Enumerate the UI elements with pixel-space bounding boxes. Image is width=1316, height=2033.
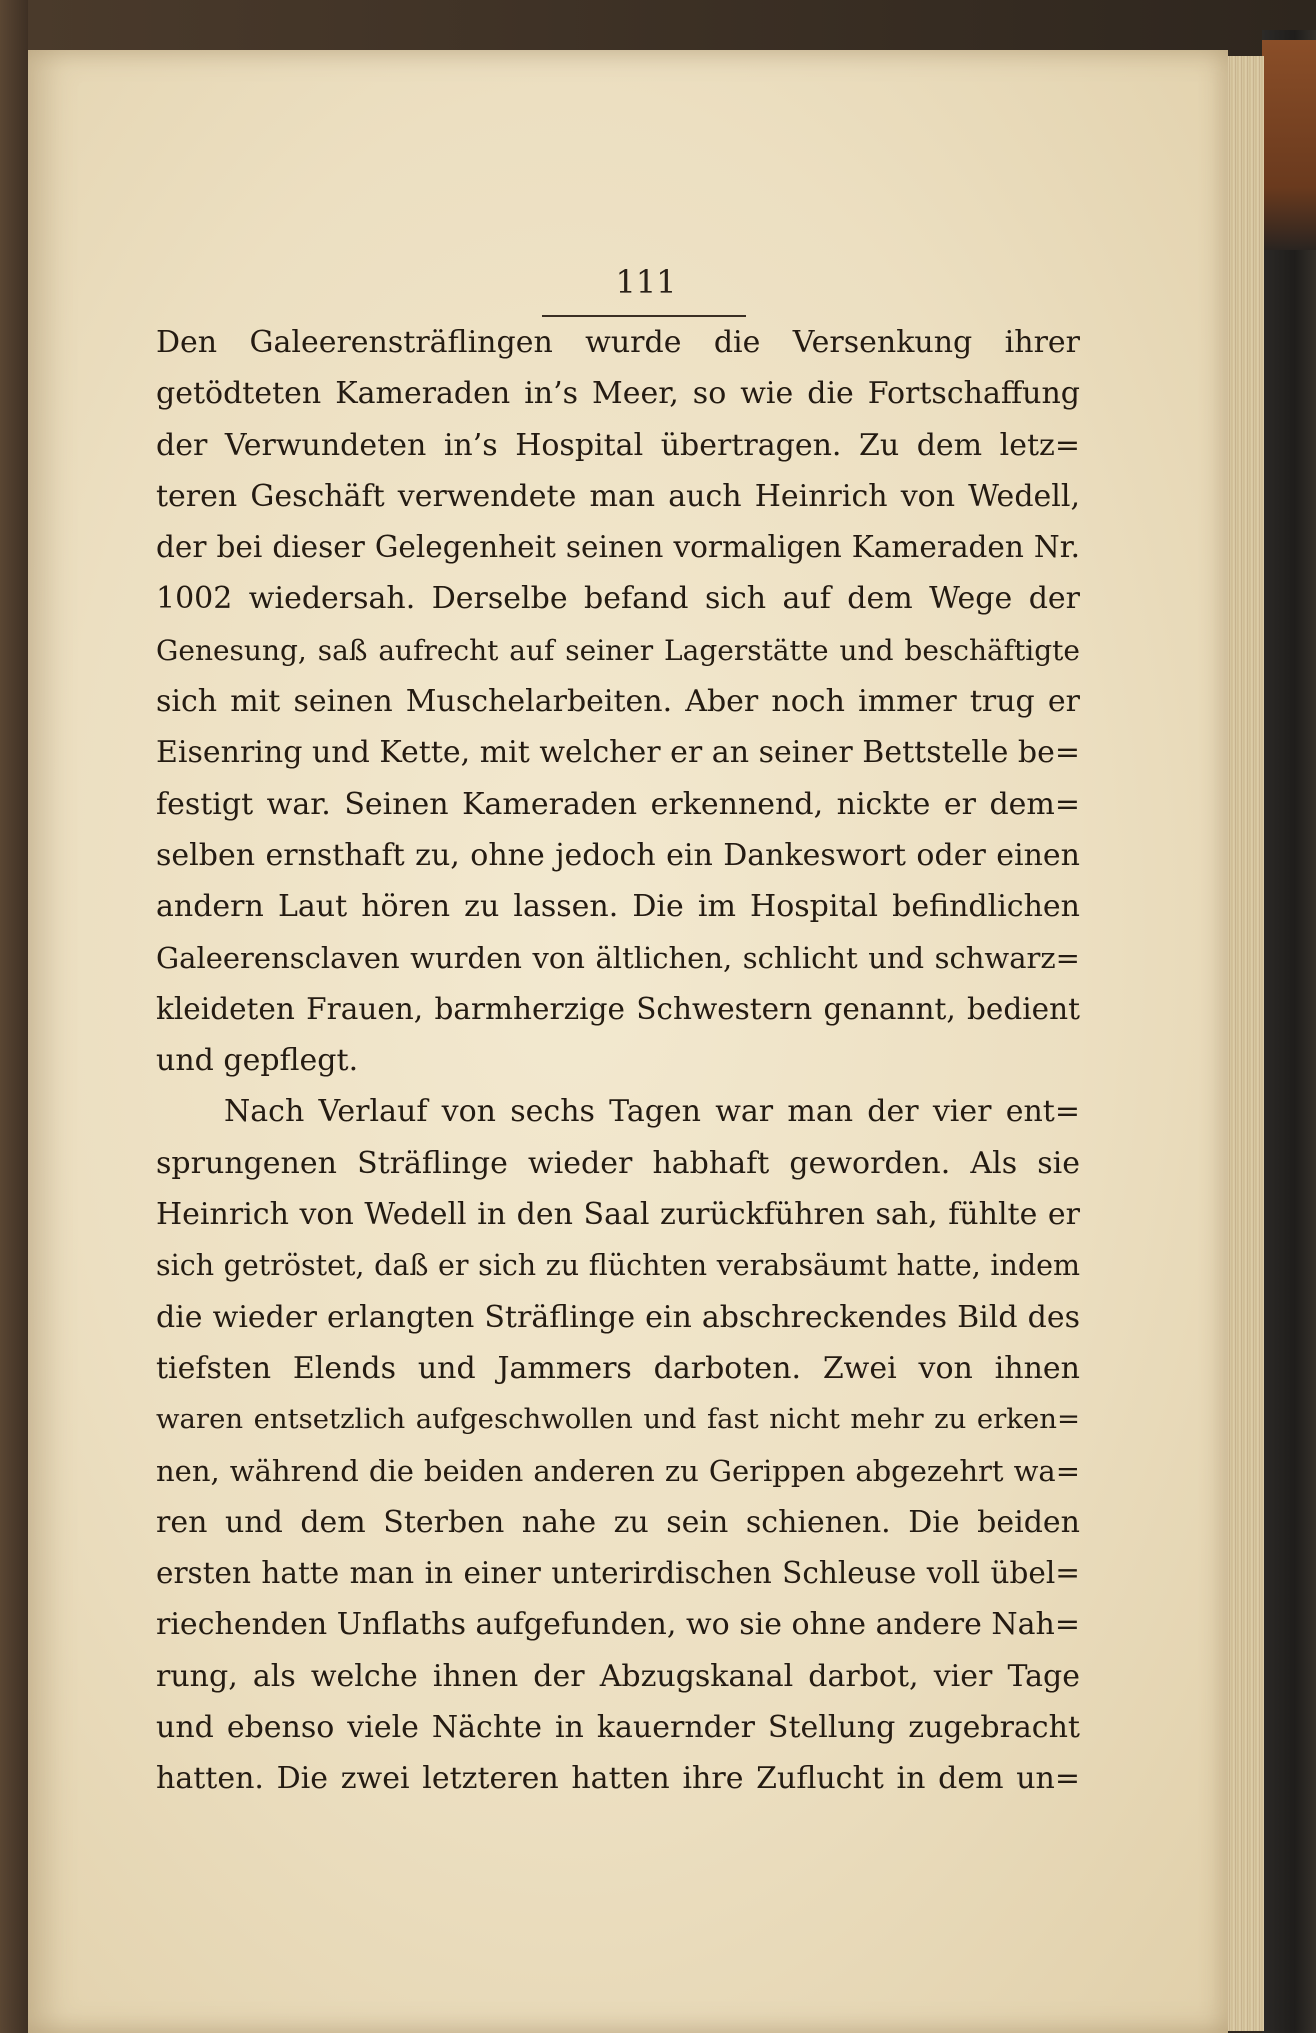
text-line: hatten. Die zwei letzteren hatten ihre Zuflucht in dem un=	[156, 1761, 1080, 1797]
text-line: riechenden Unflaths aufgefunden, wo sie ohne andere Nah=	[156, 1607, 1080, 1643]
text-line: getödteten Kameraden in’s Meer, so wie die Fortschaffung	[156, 376, 1080, 412]
text-line: Heinrich von Wedell in den Saal zurückführen sah, fühlte er	[156, 1197, 1080, 1233]
text-line: sich mit seinen Muschelarbeiten. Aber noch immer trug er	[156, 684, 1080, 720]
text-line: ersten hatte man in einer unterirdischen Schleuse voll übel=	[156, 1556, 1080, 1591]
text-line: die wieder erlangten Sträflinge ein abschreckendes Bild des	[156, 1299, 1080, 1335]
text-line: selben ernsthaft zu, ohne jedoch ein Dankeswort oder einen	[156, 837, 1080, 873]
text-line: waren entsetzlich aufgeschwollen und fast nicht mehr zu erken=	[156, 1403, 1080, 1436]
text-line: ren und dem Sterben nahe zu sein schienen. Die beiden	[156, 1504, 1080, 1540]
text-line: rung, als welche ihnen der Abzugskanal darbot, vier Tage	[156, 1658, 1080, 1694]
text-line: Den Galeerensträflingen wurde die Versenkung ihrer	[156, 325, 1080, 360]
text-line: der Verwundeten in’s Hospital übertragen. Zu dem letz=	[156, 427, 1080, 463]
text-line: tiefsten Elends und Jammers darboten. Zwei von ihnen	[156, 1350, 1080, 1386]
book-cover-right-edge	[1262, 30, 1316, 2033]
text-line: Genesung, saß aufrecht auf seiner Lagerstätte und beschäftigte	[156, 633, 1080, 667]
text-line: festigt war. Seinen Kameraden erkennend, nickte er dem=	[156, 786, 1080, 822]
text-line: sich getröstet, daß er sich zu flüchten verabsäumt hatte, indem	[156, 1249, 1080, 1283]
book-spine-leather	[1262, 40, 1316, 250]
book-cover-left-edge	[0, 0, 28, 2033]
page-text	[156, 317, 1080, 1805]
text-line: der bei dieser Gelegenheit seinen vormaligen Kameraden Nr.	[156, 530, 1080, 565]
paragraph-end-line: und gepflegt.	[156, 1043, 359, 1079]
text-line: Eisenring und Kette, mit welcher er an seiner Bettstelle be=	[156, 735, 1080, 771]
text-line: sprungenen Sträflinge wieder habhaft geworden. Als sie	[156, 1145, 1080, 1181]
paragraph-first-line: Nach Verlauf von sechs Tagen war man der vier ent=	[224, 1094, 1080, 1130]
page-edges	[1224, 56, 1264, 2031]
page-number: 111	[615, 263, 677, 301]
text-line: 1002 wiedersah. Derselbe befand sich auf dem Wege der	[156, 581, 1080, 617]
text-line: andern Laut hören zu lassen. Die im Hospital befindlichen	[156, 889, 1080, 925]
text-line: Galeerensclaven wurden von ältlichen, schlicht und schwarz=	[156, 940, 1080, 975]
text-line: teren Geschäft verwendete man auch Heinrich von Wedell,	[156, 478, 1080, 514]
text-line: kleideten Frauen, barmherzige Schwestern genannt, bedient	[156, 991, 1080, 1026]
text-line: nen, während die beiden anderen zu Gerippen abgezehrt wa=	[156, 1453, 1080, 1488]
text-line: und ebenso viele Nächte in kauernder Stellung zugebracht	[156, 1710, 1080, 1746]
